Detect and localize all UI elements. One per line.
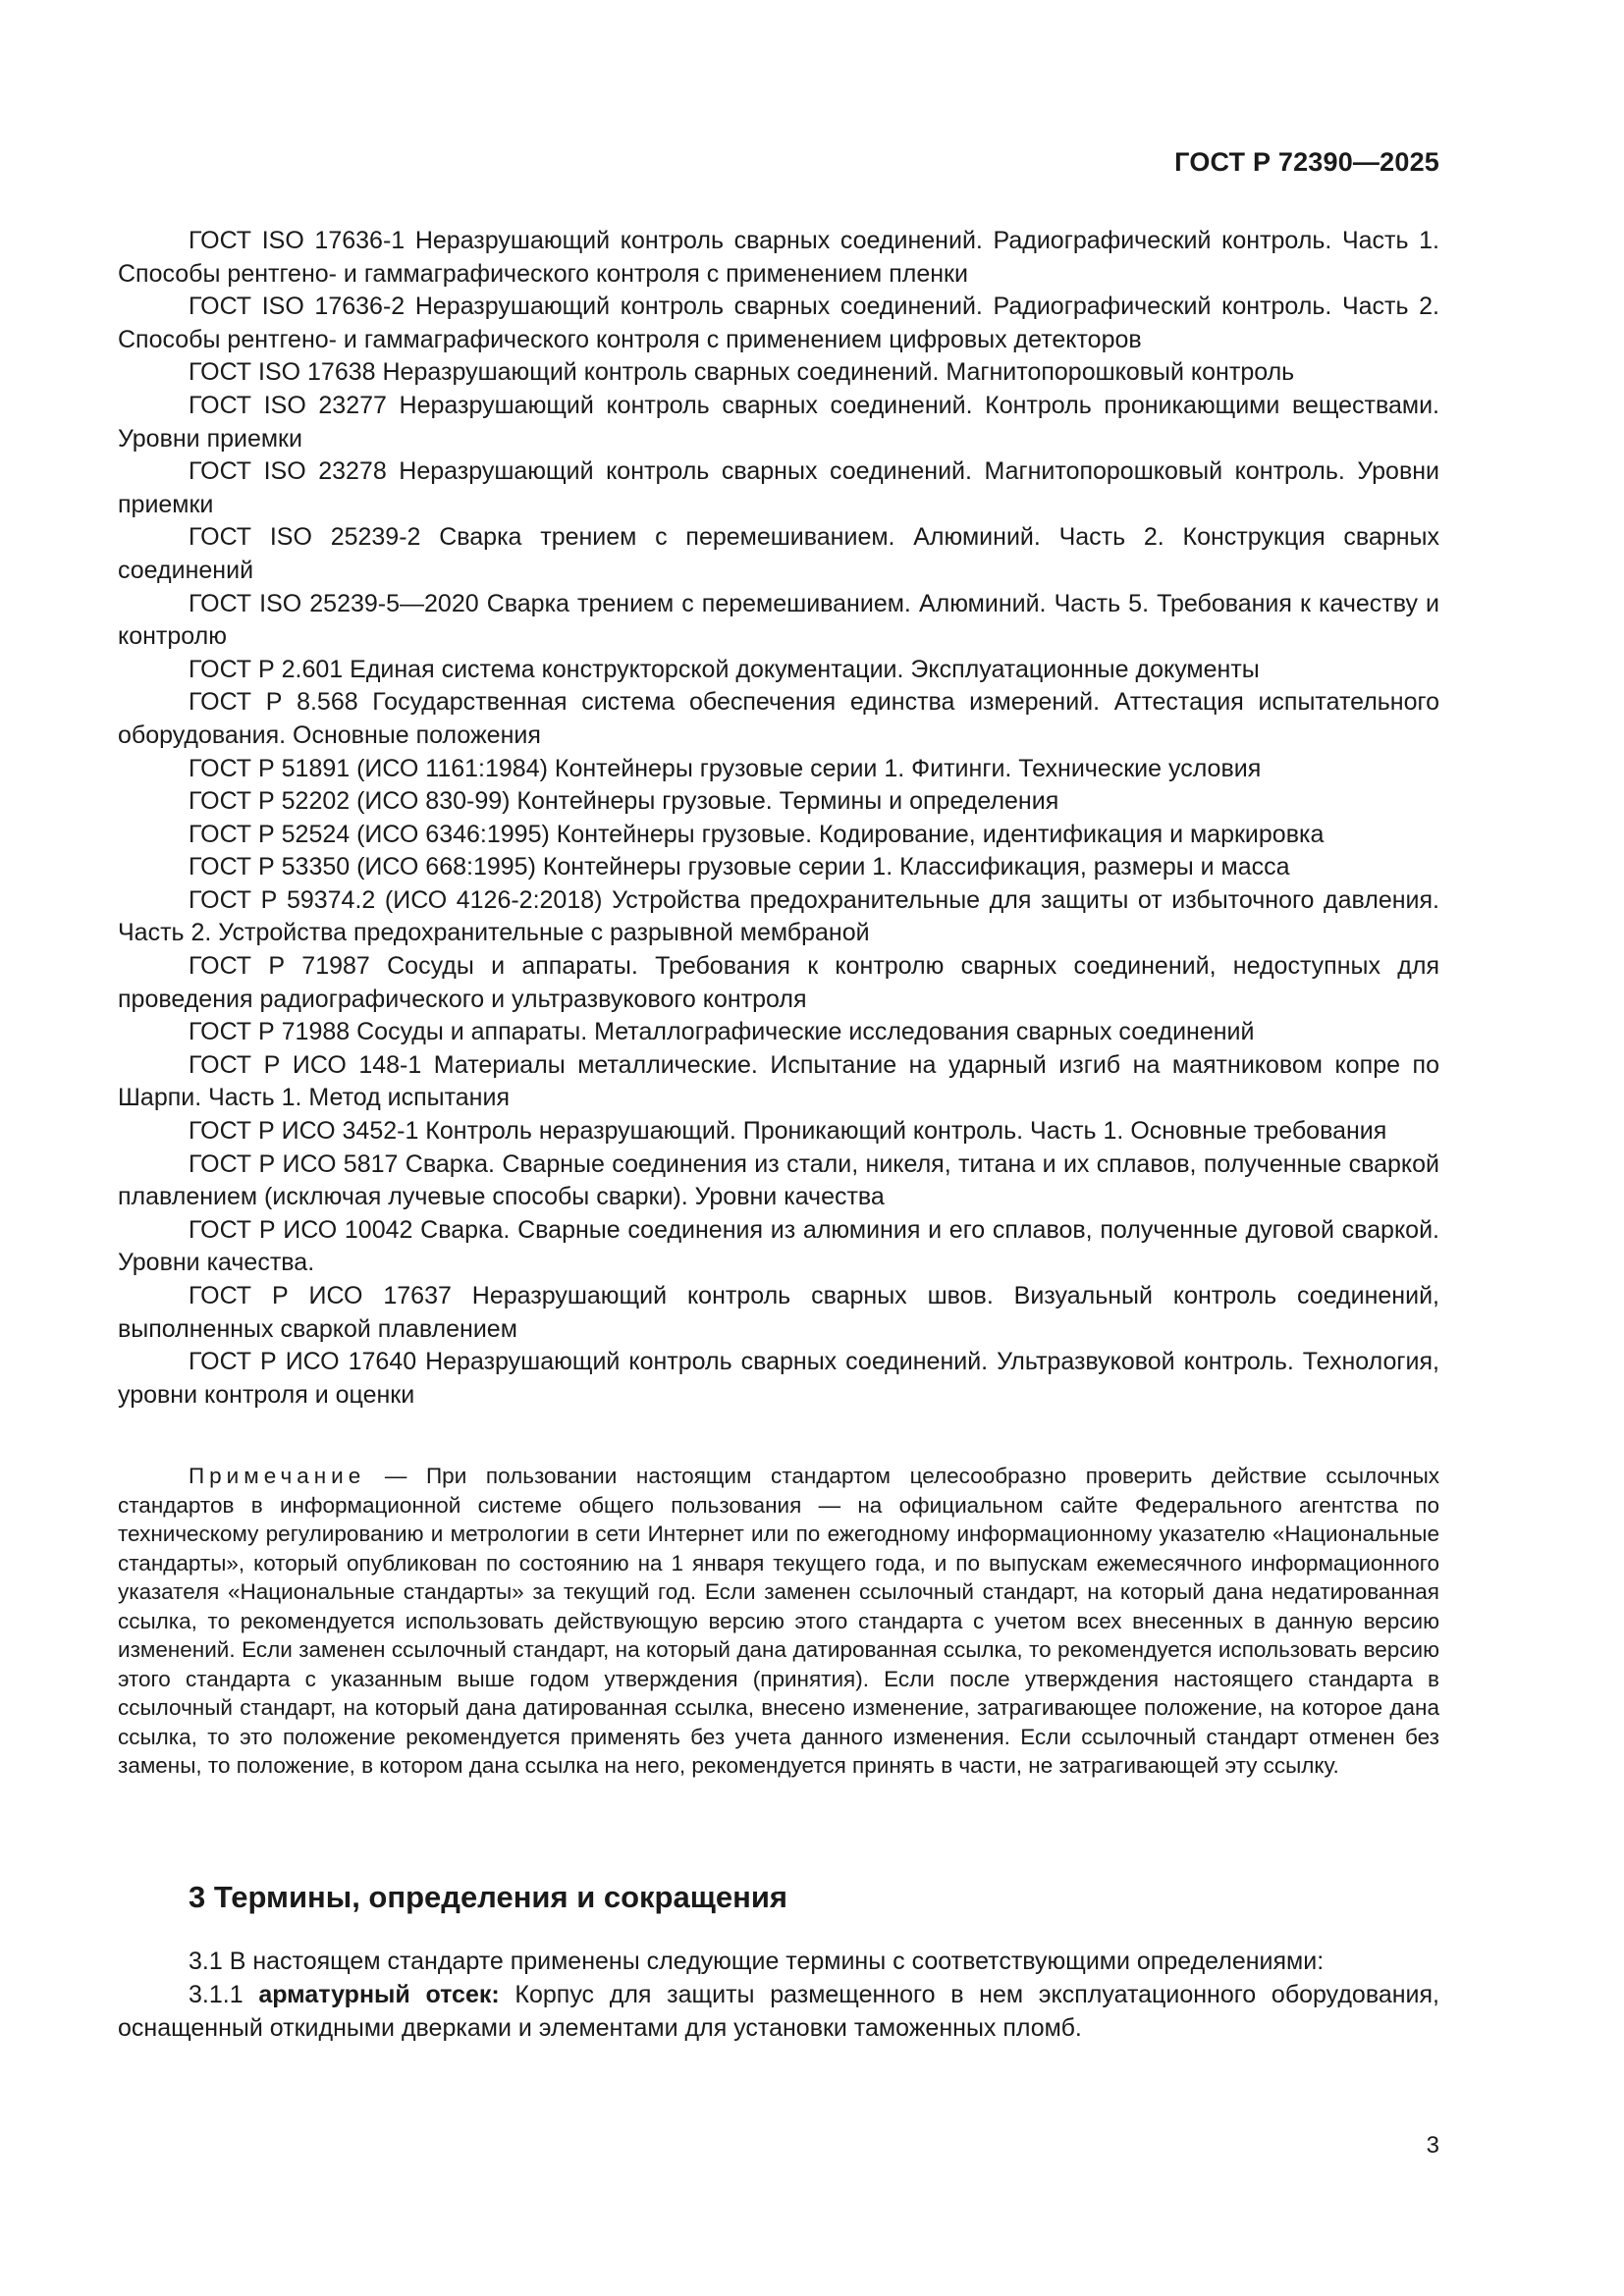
note-paragraph (118, 1462, 1439, 1781)
term-number: 3.1.1 (189, 1981, 244, 2008)
reference-item: ГОСТ Р 2.601 Единая система конструкторской документации. Эксплуатационные документы (189, 655, 1260, 683)
reference-item: ГОСТ Р 52524 (ИСО 6346:1995) Контейнеры грузовые. Кодирование, идентификация и маркировка (189, 820, 1325, 848)
reference-item: ГОСТ Р ИСО 17640 Неразрушающий контроль сварных соединений. Ультразвуковой контроль. Технология, уровни контроля и оценки (118, 1348, 1439, 1409)
term-entry (118, 1978, 1439, 2045)
reference-item: ГОСТ Р ИСО 3452-1 Контроль неразрушающий. Проникающий контроль. Часть 1. Основные требования (189, 1117, 1387, 1146)
normative-references-list (118, 225, 1439, 1412)
reference-item: ГОСТ Р ИСО 148-1 Материалы металлические. Испытание на ударный изгиб на маятниковом копре по Шарпи. Часть 1. Метод испытания (118, 1050, 1439, 1112)
reference-item: ГОСТ Р ИСО 5817 Сварка. Сварные соединения из стали, никеля, титана и их сплавов, полученные сваркой плавлением (исключая лучевые способы сварки). Уровни качества (118, 1149, 1439, 1211)
reference-item: ГОСТ Р 59374.2 (ИСО 4126-2:2018) Устройства предохранительные для защиты от избыточного давления. Часть 2. Устройства предохранительные с разрывной мембраной (118, 885, 1439, 947)
terms-block (118, 1945, 1439, 2045)
reference-item: ГОСТ ISO 23277 Неразрушающий контроль сварных соединений. Контроль проникающими веществами. Уровни приемки (118, 391, 1439, 453)
terms-intro: 3.1 В настоящем стандарте применены следующие термины с соответствующими определениями: (189, 1948, 1325, 1975)
reference-item: ГОСТ Р ИСО 17637 Неразрушающий контроль сварных швов. Визуальный контроль соединений, выполненных сваркой плавлением (118, 1282, 1439, 1343)
reference-item: ГОСТ Р 8.568 Государственная система обеспечения единства измерений. Аттестация испытательного оборудования. Основные положения (118, 688, 1439, 749)
reference-item: ГОСТ ISO 17636-2 Неразрушающий контроль сварных соединений. Радиографический контроль. Часть 2. Способы рентгено- и гаммаграфического контроля с применением цифровых детекторов (118, 293, 1439, 353)
reference-item: ГОСТ ISO 23278 Неразрушающий контроль сварных соединений. Магнитопорошковый контроль. Уровни приемки (118, 457, 1439, 518)
note-block (118, 1462, 1439, 1781)
reference-item: ГОСТ ISO 17638 Неразрушающий контроль сварных соединений. Магнитопорошковый контроль (189, 358, 1295, 387)
page-number: 3 (1426, 2132, 1439, 2159)
section-title: 3 Термины, определения и сокращения (189, 1880, 787, 1914)
reference-item: ГОСТ ISO 25239-2 Сварка трением с перемешиванием. Алюминий. Часть 2. Конструкция сварных соединений (118, 523, 1439, 584)
reference-item: ГОСТ Р 53350 (ИСО 668:1995) Контейнеры грузовые серии 1. Классификация, размеры и масса (189, 853, 1290, 881)
term-name: арматурный отсек: (258, 1981, 500, 2008)
term-definition: Корпус для защиты размещенного в нем эксплуатационного оборудования, оснащенный откидными дверками и элементами для установки таможенных пломб. (118, 1981, 1439, 2042)
reference-item: ГОСТ Р 71987 Сосуды и аппараты. Требования к контролю сварных соединений, недоступных для проведения радиографического и ультразвукового контроля (118, 952, 1439, 1013)
note-label: Примечание (189, 1464, 366, 1488)
reference-item: ГОСТ Р 52202 (ИСО 830-99) Контейнеры грузовые. Термины и определения (189, 787, 1059, 816)
document-designation: ГОСТ Р 72390—2025 (1174, 147, 1439, 177)
reference-item: ГОСТ Р 71988 Сосуды и аппараты. Металлографические исследования сварных соединений (189, 1018, 1255, 1046)
note-text: — При пользовании настоящим стандартом целесообразно проверить действие ссылочных стандартов в информационной системе общего пользования — на официальном сайте Федерального агентства по техническому регулированию и метрологии в сети Интернет или по ежегодному информационному указателю «Национальные стандарты», который опубликован по состоянию на 1 января текущего года, и по выпускам ежемесячного информационного указателя «Национальные стандарты» за текущий год. Если заменен ссылочный стандарт, на который дана недатированная ссылка, то рекомендуется использовать действующую версию этого стандарта с учетом всех внесенных в данную версию изменений. Если заменен ссылочный стандарт, на который дана датированная ссылка, то рекомендуется использовать версию этого стандарта с указанным выше годом утверждения (принятия). Если после утверждения настоящего стандарта в ссылочный стандарт, на который дана датированная ссылка, внесено изменение, затрагивающее положение, на которое дана ссылка, то это положение рекомендуется применять без учета данного изменения. Если ссылочный стандарт отменен без замены, то положение, в котором дана ссылка на него, рекомендуется принять в части, не затрагивающей эту ссылку. (118, 1464, 1439, 1778)
reference-item: ГОСТ ISO 25239-5—2020 Сварка трением с перемешиванием. Алюминий. Часть 5. Требования к качеству и контролю (118, 589, 1439, 651)
reference-item: ГОСТ ISO 17636-1 Неразрушающий контроль сварных соединений. Радиографический контроль. Часть 1. Способы рентгено- и гаммаграфического контроля с применением пленки (118, 227, 1439, 288)
reference-item: ГОСТ Р ИСО 10042 Сварка. Сварные соединения из алюминия и его сплавов, полученные дуговой сваркой. Уровни качества. (118, 1215, 1439, 1277)
reference-item: ГОСТ Р 51891 (ИСО 1161:1984) Контейнеры грузовые серии 1. Фитинги. Технические условия (189, 754, 1262, 782)
